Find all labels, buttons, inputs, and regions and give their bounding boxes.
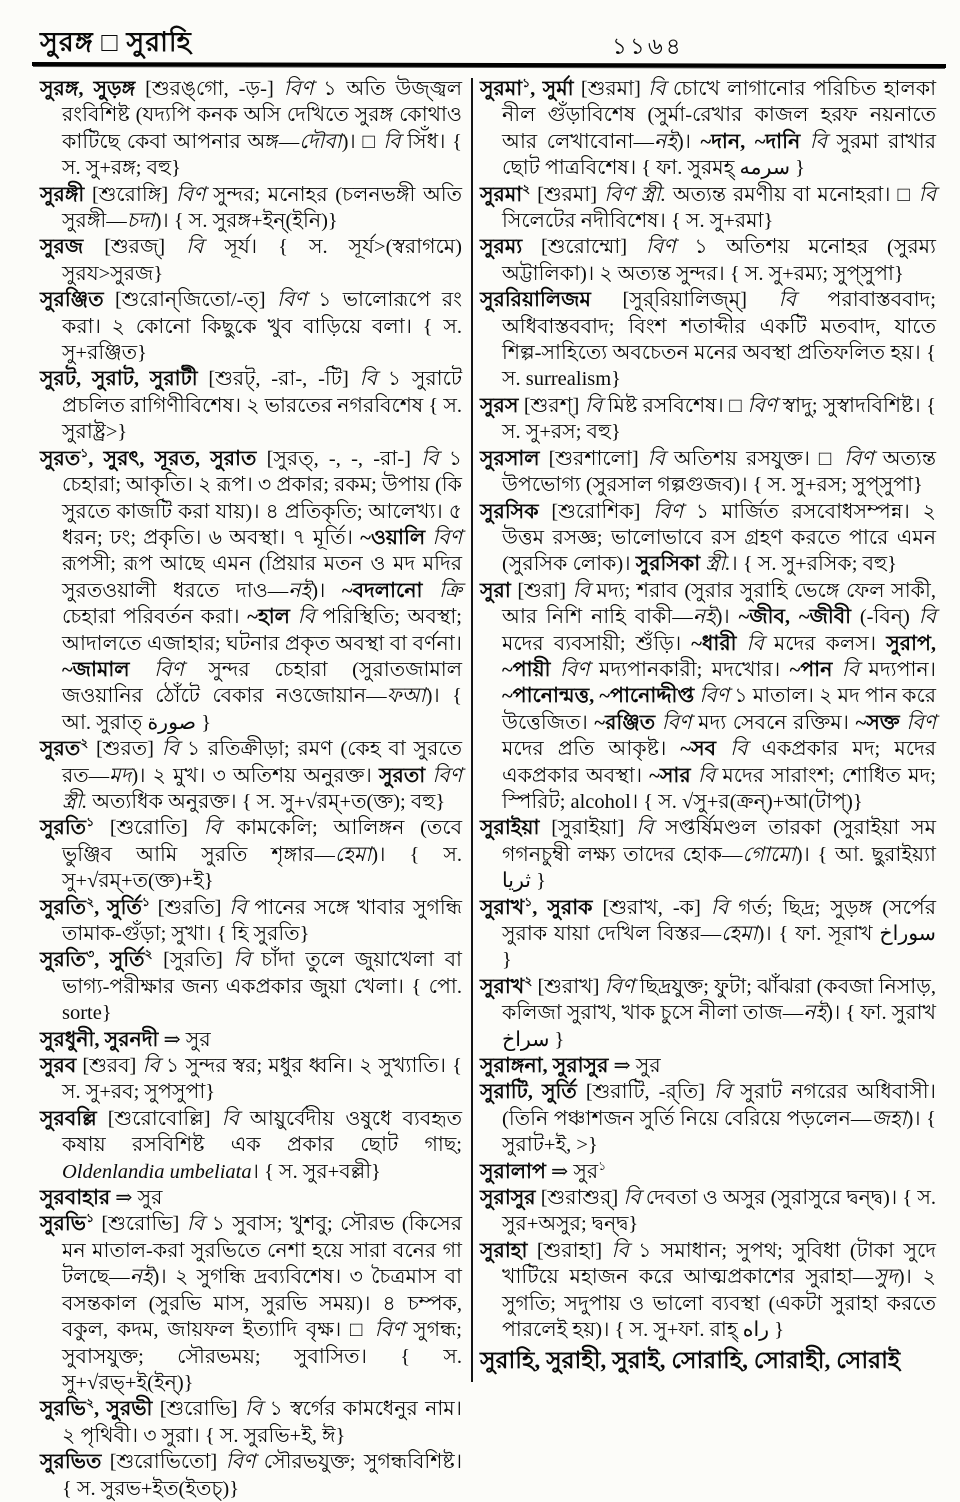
entry-text: হেমা (721, 923, 758, 945)
entry-text: বিণ (844, 447, 883, 470)
entry-text: [শুরোভিতো] (109, 1451, 226, 1474)
entry-text: বিণ (661, 711, 699, 734)
entry-headword: সুরত (40, 738, 81, 761)
entry-text: )। { স. সুরঙ্গ+ইন্(ইনি)} (154, 210, 338, 233)
entry-text: বিণ (906, 711, 937, 734)
entry-text: মদ্যপানকারী; মদখোর। (599, 658, 790, 681)
entry-headword: , সুর্তি (94, 896, 142, 919)
entry-text: [শুরাখ, -ক] (602, 896, 711, 919)
entry-text: আয়ুর্বেদীয় ওষুধে ব্যবহৃত কষায় রসবিশিষ্ট এক প্রকার ছোট গাছ; (62, 1107, 462, 1157)
entry-text: [শুরোশিক] (551, 500, 654, 523)
entry-text: চাঁদা তুলে জুয়াখেলা বা ভাগ্য-পরীক্ষার জন্য একপ্রকার জুয়া খেলা। { পো. sorte} (62, 949, 462, 1025)
dictionary-entry (480, 499, 936, 578)
entry-headword: ২ (80, 736, 89, 751)
entry-text: সুদ (873, 1266, 898, 1289)
dictionary-entry (480, 446, 936, 499)
entry-text: চোখে লাগানোর পরিচিত হালকা নীল গুঁড়াবিশেষ (সুর্মা-রেখার কাজল হরফ নয়নাতে আর লেখাবোনা— (502, 78, 937, 153)
entry-text: স্ত্রী. (705, 553, 731, 576)
entry-text: ১ মার্জিত রসবোধসম্পন্ন। ২ উত্তম রসজ্ঞ; ভালোভাবে রস গ্রহণ করতে পারে এমন (সুরসিক লোক)। (502, 500, 936, 576)
entry-text: পরাবাস্তববাদ; অধিবাস্তববাদ; বিংশ শতাব্দীর একটি মতবাদ, যাতে শিল্প-সাহিত্যে অবচেতন মনের অবস্থা প্রতিফলিত হয়। { স. surrealism} (502, 289, 936, 391)
entry-headword: , সুর্তি (94, 949, 145, 972)
entry-text: বিণ (559, 658, 599, 681)
entry-text: মদ্যপান। (868, 658, 936, 681)
entry-headword: সুরাখ (480, 896, 525, 919)
entry-text: [শুরাশুর্] (540, 1187, 624, 1210)
entry-text: ১ সুন্দর স্বর; মধুর ধ্বনি। ২ সুখ্যাতি। { স. সু+রব; সুপসুপা} (62, 1055, 462, 1104)
entry-text: [শুরোভি] (93, 1213, 187, 1236)
entry-text: মদের প্রতি আকৃষ্ট। (502, 738, 681, 761)
dictionary-entry (40, 234, 462, 287)
entry-text: স্বাদু; সুস্বাদবিশিষ্ট। { স. সু+রস; বহু} (502, 394, 936, 444)
dictionary-entry (480, 895, 936, 974)
dictionary-entry (480, 1079, 936, 1158)
dictionary-entry (40, 1053, 462, 1106)
entry-text: [শুরাহা] (536, 1239, 612, 1262)
entry-headword: সুরতি (40, 817, 87, 840)
entry-headword: সুরস (480, 394, 524, 417)
left-column (40, 76, 462, 1502)
entry-headword: ~রঞ্জিত (594, 711, 662, 734)
entry-text: সৌরভযুক্ত; সুগন্ধবিশিষ্ট। { স. সুরভ+ইত(ইতচ্)} (62, 1451, 463, 1500)
entry-headword: ~জামাল (62, 658, 155, 681)
entry-text: )। { স. সু+√রম্+ত(ক্ত)+ই} (62, 843, 462, 893)
entry-text: বিণ (699, 685, 735, 708)
entry-headword: সুরমা (480, 78, 523, 100)
entry-text: বিণ (374, 1319, 414, 1342)
entry-headword: ~সব (680, 738, 731, 761)
entry-text: [শুরঙ্‌গো, -ড়-] (145, 78, 284, 100)
entry-text: Oldenlandia umbeliata (62, 1160, 252, 1183)
entry-text: (-বিন্) (859, 606, 919, 629)
entry-text: ১ সুরাটে প্রচলিত রাগিণীবিশেষ। ২ ভারতের নগরবিশেষ { স. সুরাষ্ট্র>} (62, 368, 462, 444)
entry-text: [সুরাইয়া] (551, 817, 637, 840)
entry-headword: ~সক্ত (855, 711, 907, 734)
dictionary-entry (40, 815, 462, 894)
entry-text: বি (648, 78, 673, 100)
entry-text: [শুরোভি] (159, 1398, 245, 1421)
entry-text: একপ্রকার মদ; মদের একপ্রকার অবস্থা। (502, 738, 936, 787)
entry-headword: সুরধুনী, সুরনদী (40, 1028, 164, 1051)
entry-headword: ৩ (86, 947, 95, 962)
entry-text: [শুরত] (88, 738, 162, 761)
entry-text: [শুরমা] (530, 183, 605, 206)
entry-headword: , সুরভী (93, 1398, 160, 1421)
entry-text: ⇒ সুর (613, 1055, 661, 1078)
page-header (40, 22, 936, 60)
entry-text: ১ চেহারা; আকৃতি। ২ রূপ। ৩ প্রকার; রকম; উপায় (কি সুরতে কাজটি করা যায়)। ৪ প্রতিকৃতি; আলেখ্য। ৫ ধরন; ঢং; প্রকৃতি। ৬ অবস্থা। ৭ মূর্তি। (62, 447, 462, 549)
dictionary-entry (480, 287, 936, 393)
entry-text: পানের সঙ্গে খাবার সুগন্ধি তামাক-গুঁড়া; সুখা। { হি সুরতি} (62, 896, 462, 945)
entry-text: বি (809, 130, 837, 153)
dictionary-entry (480, 182, 936, 235)
entry-text: বি (229, 896, 255, 919)
entry-text: ক্রি (438, 579, 462, 602)
entry-headword: সুরাখ (480, 975, 525, 998)
entry-headword: সুরজ (40, 236, 105, 259)
entry-headword: সুরসিক (480, 500, 552, 523)
entry-headword: সুরঞ্জিত (40, 289, 115, 312)
entry-text: সুন্দর; মনোহর (চলনভঙ্গী অতি সুরঙ্গী— (62, 183, 463, 233)
entry-headword: সুররিয়ালিজম (480, 289, 623, 312)
entry-text: বি (161, 738, 187, 761)
entry-headword: সুরাঙ্গনা, সুরাসুর (480, 1055, 614, 1078)
entry-text: [শুরব] (82, 1055, 143, 1078)
entry-text: বি (244, 1398, 270, 1421)
entry-text: )। (715, 606, 739, 629)
entry-text: জহা (871, 1107, 907, 1130)
entry-headword: সুরাইয়া (480, 817, 552, 840)
dictionary-entry (40, 1211, 462, 1396)
entry-text: বি (611, 1239, 639, 1262)
entry-headword: সুরাটি, সুর্তি (480, 1081, 586, 1104)
entry-text: )। □ (341, 130, 384, 153)
entry-text: বি (203, 817, 237, 840)
entry-headword: সুরব (40, 1055, 83, 1078)
entry-headword: সুরতা (379, 764, 433, 787)
entry-headword: ~ধারী (691, 632, 747, 655)
entry-text: )। ২ সুগতি; সদুপায় ও ভালো ব্যবস্থা (একটা সুরাহা করতে পারলেই হয়)। { স. সু+ফা. রাহ্ راه } (502, 1266, 936, 1342)
entry-text: )। ২ সুগন্ধি দ্রব্যবিশেষ। ৩ চৈত্রমাস বা বসন্তকাল (সুরভি মাস, সুরভি সময়)। ৪ চম্পক, বকুল, কদম, জায়ফল ইত্যাদি বৃক্ষ। □ (62, 1266, 462, 1342)
entry-headword: ~বদলানো (341, 579, 439, 602)
entry-headword: ১ (85, 1211, 94, 1226)
right-column (480, 76, 936, 1502)
entry-headword: সুরভি (40, 1213, 86, 1236)
entry-text: [শুরোবোল্লি] (107, 1107, 222, 1130)
entry-headword: ২ (144, 947, 153, 962)
entry-text: বিণ (432, 764, 462, 787)
entry-text: বি (584, 394, 608, 417)
entry-headword: সুরালাপ (480, 1160, 552, 1183)
entry-headword: ১ (141, 894, 150, 909)
entry-text: [শুরোঙ্গি] (91, 183, 176, 206)
entry-text: বি (142, 1055, 166, 1078)
entry-text: [শুরজ্] (104, 236, 187, 259)
entry-text: মদ (109, 764, 132, 787)
entry-headword: সুরঙ্গ, সুড়ঙ্গ (40, 78, 146, 100)
entry-text: রূপসী; রূপ আছে এমন (প্রিয়ার মতন ও মদ মদির সুরতওয়ালী ধরতে দাও— (62, 553, 462, 602)
entry-text: স্ত্রী. (62, 790, 93, 813)
entry-headword: , সুর্মা (530, 78, 581, 100)
entry-text: দেবতা ও অসুর (সুরাসুরে দ্বন্দ্ব)। { স. সুর+অসুর; দ্বন্দ্ব} (502, 1187, 936, 1236)
dictionary-entry (480, 1053, 936, 1079)
entry-text: বিণ (604, 183, 641, 206)
guide-words: সুরঙ্গ □ সুরাহি (40, 27, 192, 57)
entry-text: বি (221, 1107, 250, 1130)
entry-headword: ~হাল (247, 606, 298, 629)
dictionary-entry (40, 736, 462, 815)
entry-text: অত্যধিক অনুরক্ত। { স. সু+√রম্+ত(ক্ত); বহু} (92, 790, 446, 813)
entry-text: বিণ (277, 289, 319, 312)
entry-headword: ১ (80, 445, 89, 460)
entry-text: বিণ (154, 658, 209, 681)
dictionary-entry (40, 287, 462, 366)
dictionary-entry (480, 234, 936, 287)
entry-text: ১ অতিশয় মনোহর (সুরম্য অট্টালিকা)। ২ অত্যন্ত সুন্দর। { স. সু+রম্য; সুপ্‌সুপা} (502, 236, 937, 285)
entry-text: সিলেটের নদীবিশেষ। { স. সু+রমা} (502, 210, 774, 233)
entry-text: [শুরোতি] (94, 817, 204, 840)
dictionary-entry (480, 76, 936, 182)
dictionary-entry (40, 1396, 462, 1449)
entry-headword: ২ (522, 181, 531, 196)
entry-text: ১ অতি উজ্জ্বল রংবিশিষ্ট (যদ্যপি কনক অসি দেখিতে সুরঙ্গ কোথাও কাটিছে কেবা আপনার অঙ্গ— (62, 78, 462, 153)
entry-text: অতিশয় রসযুক্ত। □ (673, 447, 845, 470)
entry-text: বিণ (747, 394, 783, 417)
entry-headword: সুরাপ, ~পায়ী (502, 632, 936, 681)
entry-text: ১ স্বর্গের কামধেনুর নাম। ২ পৃথিবী। ৩ সুরা। { স. সুরভি+ই, ঈ} (62, 1398, 462, 1447)
entry-headword: সুরবল্লি (40, 1107, 108, 1130)
entry-text: বি (697, 764, 723, 787)
entry-text: বি (233, 949, 262, 972)
entry-text: ১ মাতাল। ২ মদ পান করে উত্তেজিত। (502, 685, 937, 734)
entry-text: নই (653, 130, 677, 153)
entry-text: )। ২ মুখ। ৩ অতিশয় অনুরক্ত। (131, 764, 380, 787)
dictionary-entry (480, 1159, 936, 1185)
entry-headword: ~ওয়ালি (360, 526, 433, 549)
entry-headword: ২ (86, 894, 95, 909)
content-columns (40, 76, 936, 1502)
entry-text: । { স. সুর+বল্লী} (251, 1160, 381, 1183)
entry-text: বিণ (604, 975, 640, 998)
entry-headword: ২ (524, 973, 533, 988)
entry-headword: সুরাহা (480, 1239, 537, 1262)
entry-text: )। { আ. সুরাত্ صورة } (62, 685, 462, 734)
entry-text: মদের ব্যবসায়ী; শুঁড়ি। (502, 632, 692, 655)
entry-headword: সুরতি (40, 949, 87, 972)
entry-headword: , সুরাক (532, 896, 603, 919)
entry-text: )। { ফা. সূরাখ سوراخ } (502, 923, 936, 972)
dictionary-entry (480, 1185, 936, 1238)
entry-text: )। { সুরাট+ই, >} (502, 1107, 936, 1157)
dictionary-entry (40, 366, 462, 445)
entry-text: বি (730, 738, 762, 761)
entry-headword: সুরত (40, 447, 81, 470)
entry-text: বি (713, 1081, 741, 1104)
entry-text: সুরাট নগরের অধিবাসী। (তিনি পঞ্চাশজন সুর্তি নিয়ে বেরিয়ে পড়লেন— (502, 1081, 936, 1130)
entry-text: নই (803, 1002, 827, 1025)
dictionary-entry (480, 815, 936, 894)
entry-headword: সুরাসুর (480, 1187, 541, 1210)
entry-text: [সুরত্, -, -, -রা-] (266, 447, 422, 470)
entry-text: ⇒ সুর (551, 1160, 599, 1183)
entry-text: বি (647, 447, 674, 470)
entry-text: বি (186, 236, 225, 259)
entry-headword: সুরবাহার (40, 1187, 116, 1210)
entry-text: অত্যন্ত রমণীয় বা মনোহরা। □ (672, 183, 919, 206)
entry-headword: , সুরৎ, সূরত, সুরাত (88, 447, 267, 470)
entry-text: [শুরোম্মো] (540, 236, 646, 259)
entry-headword: ১ (86, 815, 95, 830)
entry-text: পরিস্থিতি; অবস্থা; আদালতে এজাহার; ঘটনার প্রকৃত অবস্থা বা বর্ণনা। (62, 606, 462, 655)
entry-text: [শুরাটি, -র্‌তি] (585, 1081, 714, 1104)
entry-text: বিণ (432, 526, 462, 549)
entry-text: )। (311, 579, 342, 602)
entry-text: ১ (598, 1158, 607, 1173)
entry-headword: সুরভি (40, 1398, 86, 1421)
entry-text: বি (572, 579, 597, 602)
entry-text: । { স. সু+রসিক; বহু} (730, 553, 897, 576)
entry-headword: ২ (85, 1396, 94, 1411)
entry-headword: সুরসিকা (635, 553, 706, 576)
entry-headword: ~জীব, ~জীবী (738, 606, 860, 629)
entry-text: [সুরতি] (152, 949, 234, 972)
entry-headword: সুরাহি, সুরাহী, সুরাই, সোরাহি, সোরাহী, সোরাই (480, 1347, 901, 1374)
entry-text: মদ্য; শরাব (সুরার সুরাহি ভেঙ্গে ফেল সাকী, আর নিশি নাহি বাকী— (502, 579, 936, 629)
entry-text: মিষ্ট রসবিশেষ। □ (607, 394, 748, 417)
entry-text: কামকেলি; আলিঙ্গন (তবে ভুঞ্জিব আমি সুরতি শৃঙ্গার— (62, 817, 462, 866)
entry-text: মদের সারাংশ; শোধিত মদ; স্পিরিট; alcohol। { স. √সু+র(ক্রন্)+আ(টাপ্)} (502, 764, 936, 813)
entry-text: নই (288, 579, 312, 602)
entry-text: ১ সুবাস; খুশবু; সৌরভ (কিসের মন মাতাল-করা সুরভিতে নেশা হয়ে সারা বনের গা টলছে— (62, 1213, 462, 1289)
entry-text: সুরমা রাখার ছোট পাত্রবিশেষ। { ফা. সুরমহ্ سرمه } (502, 130, 936, 180)
entry-text: [সুর্‌রিয়ালিজ্‌ম্] (622, 289, 779, 312)
entry-text: বি (918, 183, 937, 206)
dictionary-entry (40, 1106, 462, 1185)
entry-text: গর্ত; ছিদ্র; সুড়ঙ্গ (সর্পের সুরাক যায়া দেখিল বিস্তর— (502, 896, 936, 945)
entry-text: বিণ (653, 500, 696, 523)
entry-headword: ১ (522, 76, 531, 91)
entry-text: বিণ (225, 1451, 264, 1474)
entry-headword: ~দান, ~দানি (700, 130, 810, 153)
entry-text: ফআ (386, 685, 426, 708)
dictionary-entry (480, 393, 936, 446)
entry-text: মদের কলস। (773, 632, 887, 655)
dictionary-entry (40, 1449, 462, 1502)
entry-headword: সুরঙ্গী (40, 183, 92, 206)
entry-text: [শুরা] (517, 579, 573, 602)
entry-headword: সুরম্য (480, 236, 541, 259)
entry-text: হেমা (334, 843, 372, 866)
column-divider (471, 78, 473, 1382)
dictionary-entry (40, 446, 462, 736)
entry-text: বি (421, 447, 449, 470)
entry-headword: সুরা (480, 579, 518, 602)
entry-text: বি (841, 658, 869, 681)
dictionary-entry (480, 578, 936, 816)
dictionary-entry (480, 974, 936, 1053)
entry-text: চদা (126, 210, 155, 233)
dictionary-entry (480, 1348, 936, 1374)
header-rule (32, 62, 946, 68)
dictionary-entry (40, 76, 462, 182)
dictionary-entry (40, 947, 462, 1026)
entry-text: নই (692, 606, 716, 629)
dictionary-entry (40, 182, 462, 235)
entry-text: সপ্তর্ষিমণ্ডল তারকা (সুরাইয়া সম গগনচুম্বী লক্ষ্য তাদের হোক— (502, 817, 937, 866)
entry-text: বি (918, 606, 936, 629)
entry-text: অত্যন্ত উপভোগ্য (সুরসাল গল্পগুজব)। { স. সু+রস; সুপ্‌সুপা} (502, 447, 937, 497)
entry-text: বি (778, 289, 828, 312)
dictionary-entry (480, 1238, 936, 1344)
entry-headword: ১ (524, 894, 533, 909)
entry-text: মদ্য সেবনে রক্তিম। (698, 711, 856, 734)
entry-text: [শুরোন্‌জিতো/-ত্] (114, 289, 278, 312)
entry-text: ⇒ সুর (163, 1028, 211, 1051)
entry-text: [শুরশ্] (523, 394, 585, 417)
entry-headword: সুরতি (40, 896, 87, 919)
entry-text: [শুরশালো] (548, 447, 648, 470)
entry-text: সুন্দর চেহারা (সুরাতজামাল জওয়ানির ঠোঁটে বেকার নওজোয়ান— (62, 658, 462, 708)
entry-text: স্ত্রী. (640, 183, 673, 206)
entry-text: ১ সমাধান; সুপথ; সুবিধা (টাকা সুদে খাটিয়ে মহাজন করে আত্মপ্রকাশের সুরাহা— (502, 1239, 937, 1289)
dictionary-entry (40, 895, 462, 948)
entry-text: বি (636, 817, 666, 840)
entry-text: [শুরমা] (580, 78, 649, 100)
entry-text: [শুরট্, -রা-, -টি] (208, 368, 360, 391)
entry-headword: সুরসাল (480, 447, 549, 470)
entry-headword: ~পান (789, 658, 842, 681)
entry-text: গোমো (742, 843, 796, 866)
entry-text: বি (186, 1213, 212, 1236)
entry-text: সিঁধ। { স. সু+রঙ্গ; বহু} (62, 130, 462, 180)
entry-text: বিণ (645, 236, 695, 259)
entry-text: সূর্য। { স. সূর্য>(স্বরাগমে) সুরয>সুরজ} (62, 236, 462, 285)
entry-text: )। (676, 130, 701, 153)
entry-text: )। { আ. ছুরাইয়্যা ثريا } (502, 843, 936, 893)
entry-text: দৌবা (299, 130, 342, 153)
entry-text: বি (359, 368, 388, 391)
entry-text: বি (746, 632, 774, 655)
entry-text: বি (383, 130, 408, 153)
dictionary-entry (40, 1027, 462, 1053)
entry-text: বি (710, 896, 739, 919)
entry-text: বিণ (283, 78, 324, 100)
entry-text: ছিদ্রযুক্ত; ফুটা; ঝাঁঝরা (কবজা নিসাড়, কলিজা সুরাখ, খাক চুসে নীলা তাজ— (502, 975, 937, 1025)
entry-text: বি (297, 606, 323, 629)
entry-text: নই (129, 1266, 153, 1289)
entry-text: সুগন্ধ; সুবাসযুক্ত; সৌরভময়; সুবাসিত। { স. সু+√রভ্+ই(ইন্)} (62, 1319, 462, 1394)
entry-text: ১ রতিক্রীড়া; রমণ (কেহ বা সুরতে রত— (62, 738, 462, 787)
entry-text: বিণ (175, 183, 214, 206)
page-number: ১১৬৪ (612, 34, 684, 59)
entry-headword: সুরমা (480, 183, 523, 206)
entry-text: [শুরাখ] (532, 975, 605, 998)
entry-text: ১ ভালোরূপে রং করা। ২ কোনো কিছুকে খুব বাড়িয়ে বলা। { স. সু+রঞ্জিত} (62, 289, 462, 365)
entry-headword: ~পানোন্মত্ত, ~পানোদ্দীপ্ত (502, 685, 700, 708)
entry-text: ⇒ সুর (115, 1187, 163, 1210)
entry-headword: সুরট, সুরাট, সুরাটী (40, 368, 209, 391)
entry-text: [শুরতি] (149, 896, 230, 919)
entry-headword: সুরভিত (40, 1451, 110, 1474)
dictionary-entry (40, 1185, 462, 1211)
entry-text: চেহারা পরিবর্তন করা। (62, 606, 248, 629)
entry-text: )। { ফা. সুরাখ سراخ } (502, 1002, 937, 1051)
entry-text: বি (623, 1187, 646, 1210)
entry-headword: ~সার (649, 764, 698, 787)
